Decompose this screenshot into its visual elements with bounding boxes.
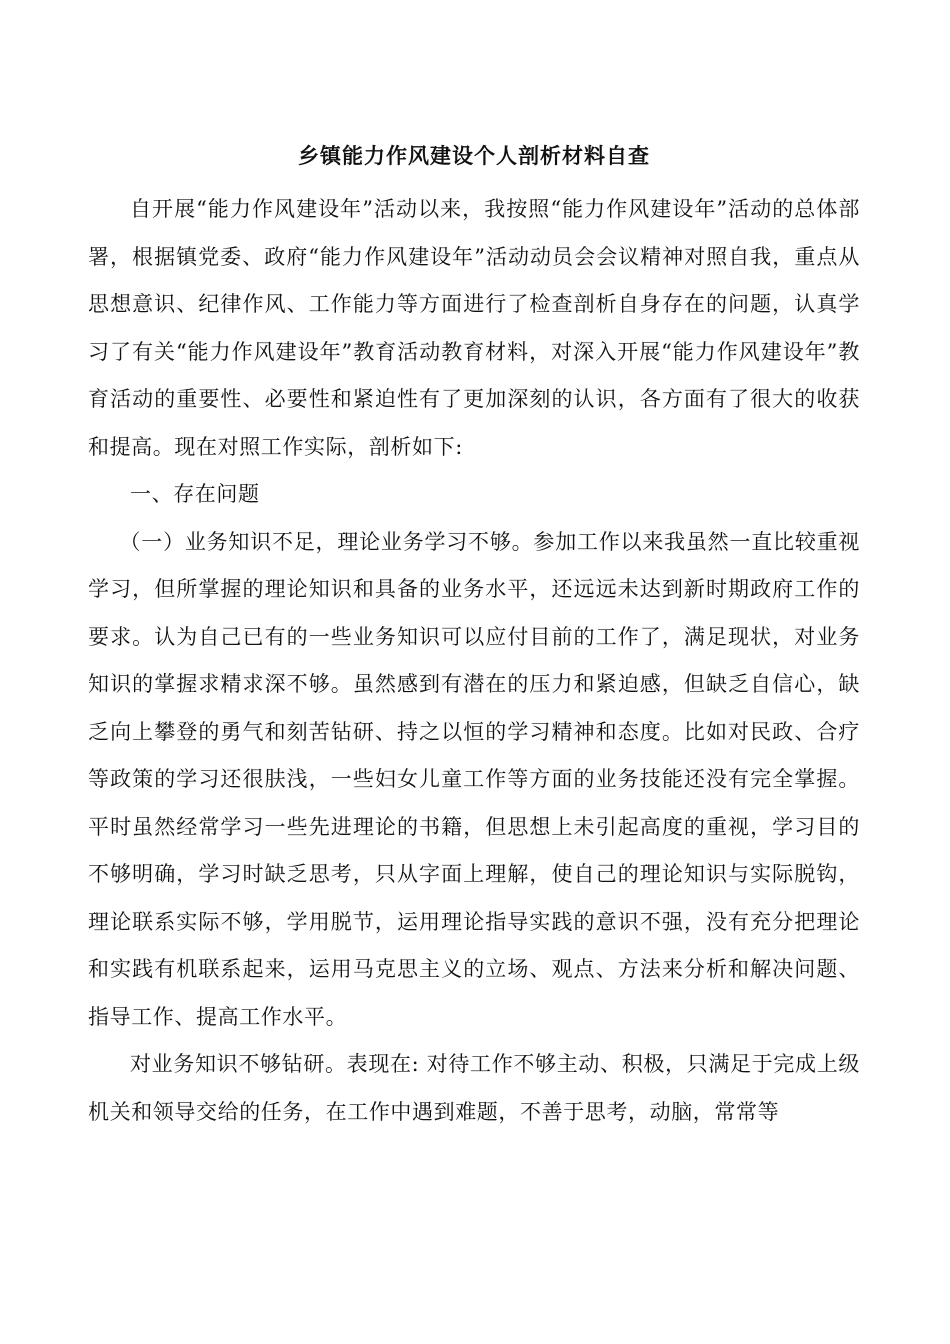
- intro-paragraph: 自开展“能力作风建设年”活动以来，我按照“能力作风建设年”活动的总体部署，根据镇党委、政府“能力作风建设年”活动动员会会议精神对照自我，重点从思想意识、纪律作风、工作能力等方面进行了检查剖析自身存在的问题，认真学习了有关“能力作风建设年”教育活动教育材料，对深入开展“能力作风建设年”教育活动的重要性、必要性和紧迫性有了更加深刻的认识，各方面有了很大的收获和提高。现在对照工作实际，剖析如下:: [88, 197, 860, 459]
- section-heading: 一、存在问题: [130, 482, 260, 506]
- problem-paragraph: （一）业务知识不足，理论业务学习不够。参加工作以来我虽然一直比较重视学习，但所掌握的理论知识和具备的业务水平，还远远未达到新时期政府工作的要求。认为自己已有的一些业务知识可以应付目前的工作了，满足现状，对业务知识的掌握求精求深不够。虽然感到有潜在的压力和紧迫感，但缺乏自信心，缺乏向上攀登的勇气和刻苦钻研、持之以恒的学习精神和态度。比如对民政、合疗等政策的学习还很肤浅，一些妇女儿童工作等方面的业务技能还没有完全掌握。平时虽然经常学习一些先进理论的书籍，但思想上未引起高度的重视，学习目的不够明确，学习时缺乏思考，只从字面上理解，使自己的理论知识与实际脱钩，理论联系实际不够，学用脱节，运用理论指导实践的意识不强，没有充分把理论和实践有机联系起来，运用马克思主义的立场、观点、方法来分析和解决问题、指导工作、提高工作水平。: [88, 529, 860, 1029]
- body-paragraph: 对业务知识不够钻研。表现在: 对待工作不够主动、积极，只满足于完成上级机关和领导交给的任务，在工作中遇到难题，不善于思考，动脑，常常等: [88, 1052, 860, 1124]
- document-page: [88, 138, 860, 1136]
- document-title: 乡镇能力作风建设个人剖析材料自查: [298, 143, 650, 168]
